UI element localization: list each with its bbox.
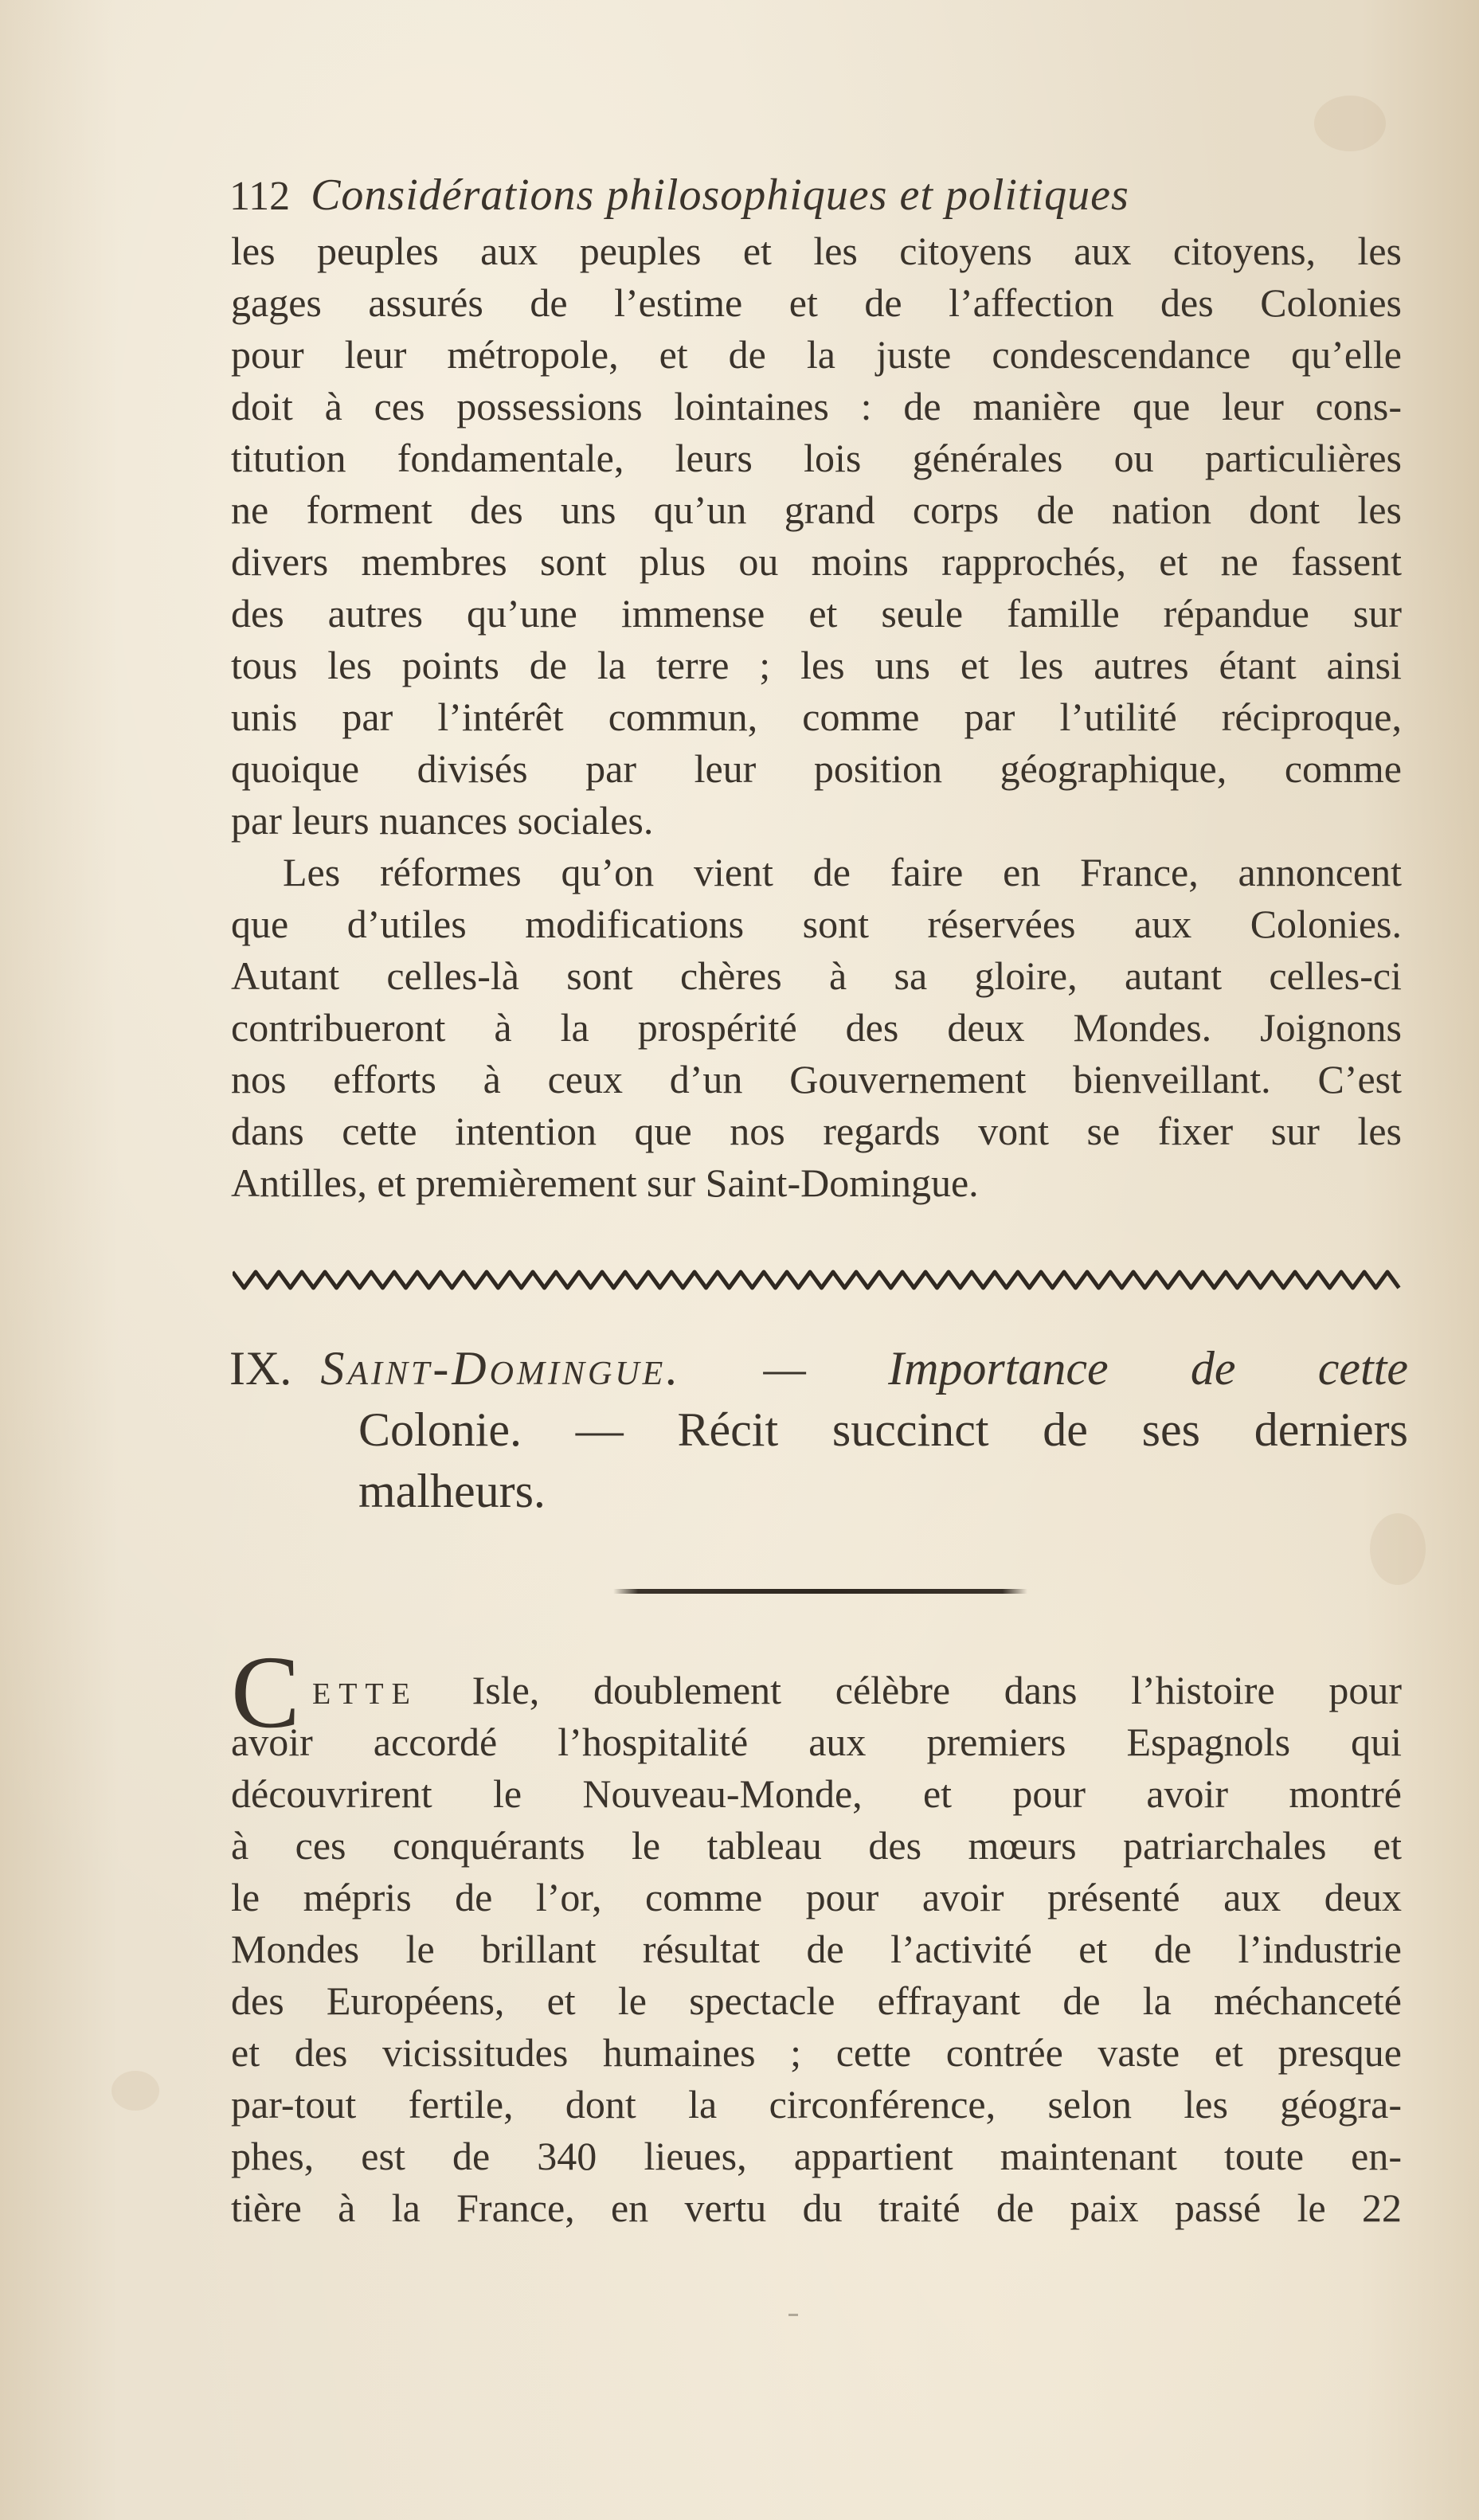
text-fragment: Isle, doublement célèbre dans l’histoire pour [471, 1668, 1403, 1712]
text-line: phes, est de 340 lieues, appartient maintenant toute en- [231, 2134, 1402, 2178]
ornament-divider [233, 1262, 1407, 1294]
page-number: 112 [229, 174, 291, 219]
section-rule [613, 1589, 1027, 1594]
text-line: avoir accordé l’hospitalité aux premiers Espagnols qui [231, 1720, 1402, 1764]
paper-stain [112, 2071, 159, 2111]
text-line: tière à la France, en vertu du traité de paix passé le 22 [231, 2185, 1402, 2230]
running-head [229, 167, 1400, 223]
section-heading-line: Colonie. — Récit succinct de ses derniers [358, 1403, 1408, 1456]
section-heading [229, 1338, 1408, 1399]
text-line: Les réformes qu’on vient de faire en France, annoncent [283, 850, 1402, 894]
text-line: le mépris de l’or, comme pour avoir présenté aux deux [231, 1875, 1402, 1919]
small-caps-word: ETTE [312, 1677, 418, 1711]
text-line: et des vicissitudes humaines ; cette contrée vaste et presque [231, 2030, 1402, 2075]
drop-cap: C [231, 1635, 300, 1750]
section-number: IX. [229, 1342, 292, 1395]
text-line: Antilles, et premièrement sur Saint-Domingue. [231, 1160, 979, 1205]
paper-stain [1314, 96, 1386, 151]
text-line: des autres qu’une immense et seule famille répandue sur [231, 591, 1402, 636]
text-line: Autant celles-là sont chères à sa gloire, autant celles-ci [231, 953, 1402, 998]
print-mark [788, 2314, 798, 2316]
text-line: par leurs nuances sociales. [231, 798, 654, 843]
text-line: par-tout fertile, dont la circonférence, selon les géogra- [231, 2082, 1402, 2127]
text-line: à ces conquérants le tableau des mœurs patriarchales et [231, 1823, 1402, 1868]
text-line: pour leur métropole, et de la juste condescendance qu’elle [231, 332, 1402, 377]
text-line: gages assurés de l’estime et de l’affection des Colonies [231, 280, 1402, 325]
section-heading-line: malheurs. [358, 1465, 546, 1517]
text-line: titution fondamentale, leurs lois générales ou particulières [231, 436, 1402, 480]
running-title: Considérations philosophiques et politiques [311, 170, 1129, 220]
section-place: Saint-Domingue. [320, 1342, 682, 1395]
text-line: quoique divisés par leur position géographique, comme [231, 746, 1402, 791]
text-line: unis par l’intérêt commun, comme par l’utilité réciproque, [231, 695, 1402, 739]
text-line: tous les points de la terre ; les uns et les autres étant ainsi [231, 643, 1402, 687]
text-line [312, 1665, 1402, 1716]
text-line: ne forment des uns qu’un grand corps de nation dont les [231, 487, 1402, 532]
text-line: doit à ces possessions lointaines : de manière que leur cons- [231, 384, 1402, 428]
text-line: des Européens, et le spectacle effrayant de la méchanceté [231, 1978, 1402, 2023]
text-line: divers membres sont plus ou moins rapprochés, et ne fassent [231, 539, 1402, 584]
text-line: les peuples aux peuples et les citoyens aux citoyens, les [231, 229, 1402, 273]
text-line: nos efforts à ceux d’un Gouvernement bienveillant. C’est [231, 1057, 1402, 1102]
paper-stain [1370, 1513, 1426, 1585]
text-line: contribueront à la prospérité des deux Mondes. Joignons [231, 1005, 1402, 1050]
section-heading-text: — Importance de cette [763, 1342, 1408, 1395]
text-line: que d’utiles modifications sont réservées aux Colonies. [231, 902, 1402, 946]
text-line: dans cette intention que nos regards vont se fixer sur les [231, 1109, 1402, 1153]
text-line: découvrirent le Nouveau-Monde, et pour avoir montré [231, 1771, 1402, 1816]
text-line: Mondes le brillant résultat de l’activité et de l’industrie [231, 1927, 1402, 1971]
